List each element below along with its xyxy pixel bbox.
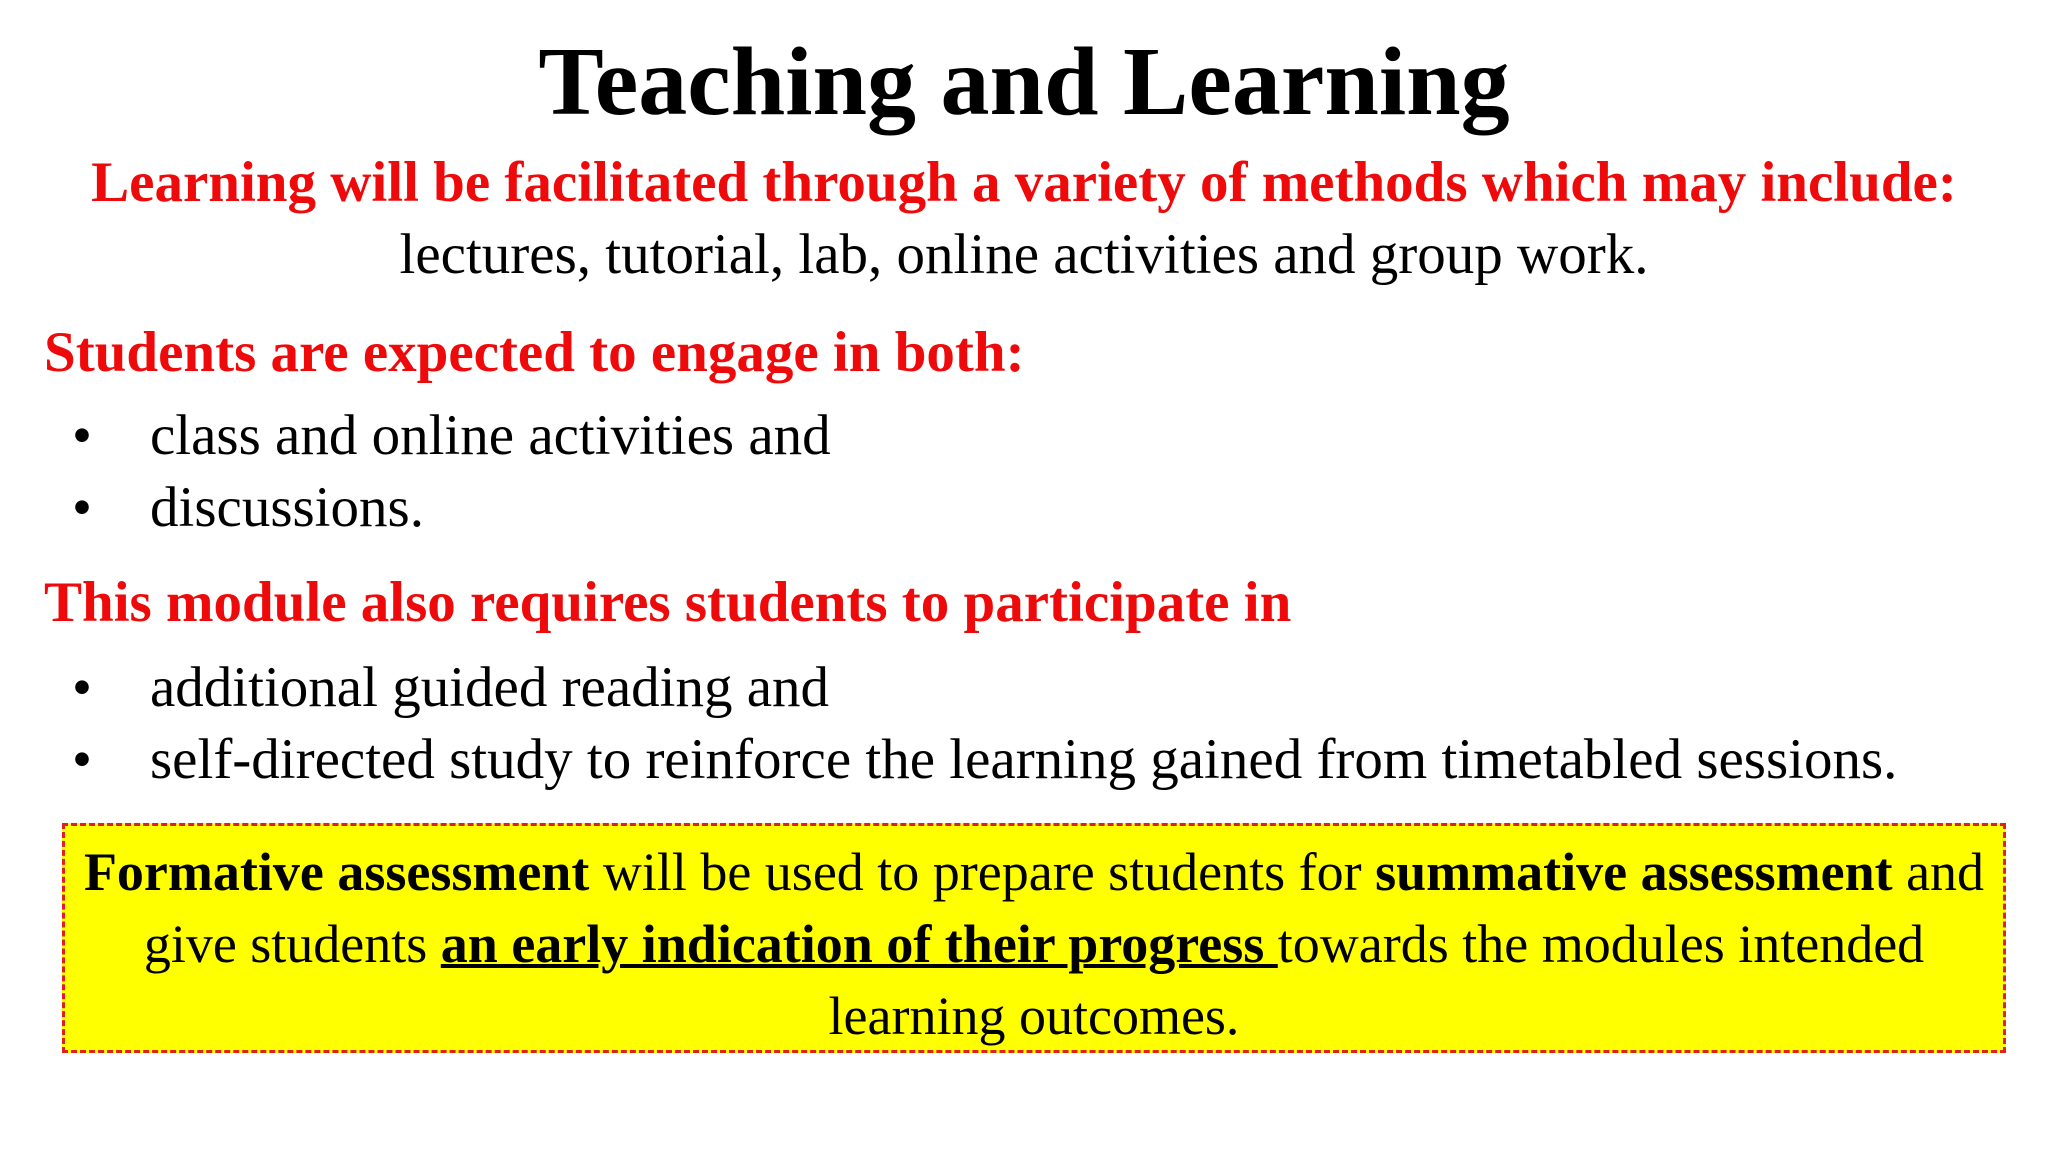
callout-bold-formative: Formative assessment (83, 842, 590, 902)
participate-heading: This module also requires students to participate in (44, 571, 1292, 634)
engage-list (0, 400, 831, 544)
callout-text-1: will be used to prepare students for (589, 842, 1376, 902)
engage-heading: Students are expected to engage in both: (44, 321, 1025, 384)
list-item (0, 652, 1897, 724)
methods-text: lectures, tutorial, lab, online activities and group work. (399, 223, 1649, 286)
list-item-text: self-directed study to reinforce the learning gained from timetabled sessions. (150, 728, 1898, 791)
callout-text-3: towards the modules intended learning outcomes. (828, 914, 1925, 1046)
list-item-text: additional guided reading and (150, 656, 830, 719)
participate-list (0, 652, 1897, 796)
callout-bold-summative: summative assessment (1375, 842, 1893, 902)
list-item (0, 472, 831, 544)
callout-underlined-progress: an early indication of their progress (440, 914, 1278, 974)
bullet-icon: • (72, 404, 92, 467)
list-item-text: class and online activities and (150, 404, 831, 467)
bullet-icon: • (72, 476, 92, 539)
formative-assessment-callout (62, 823, 2006, 1053)
bullet-icon: • (72, 656, 92, 719)
methods-heading: Learning will be facilitated through a variety of methods which may include: (91, 151, 1957, 214)
slide-title: Teaching and Learning (538, 28, 1510, 136)
bullet-icon: • (72, 728, 92, 791)
list-item (0, 724, 1897, 796)
list-item-text: discussions. (150, 476, 424, 539)
callout-text-2: and give students (143, 842, 1985, 974)
list-item (0, 400, 831, 472)
